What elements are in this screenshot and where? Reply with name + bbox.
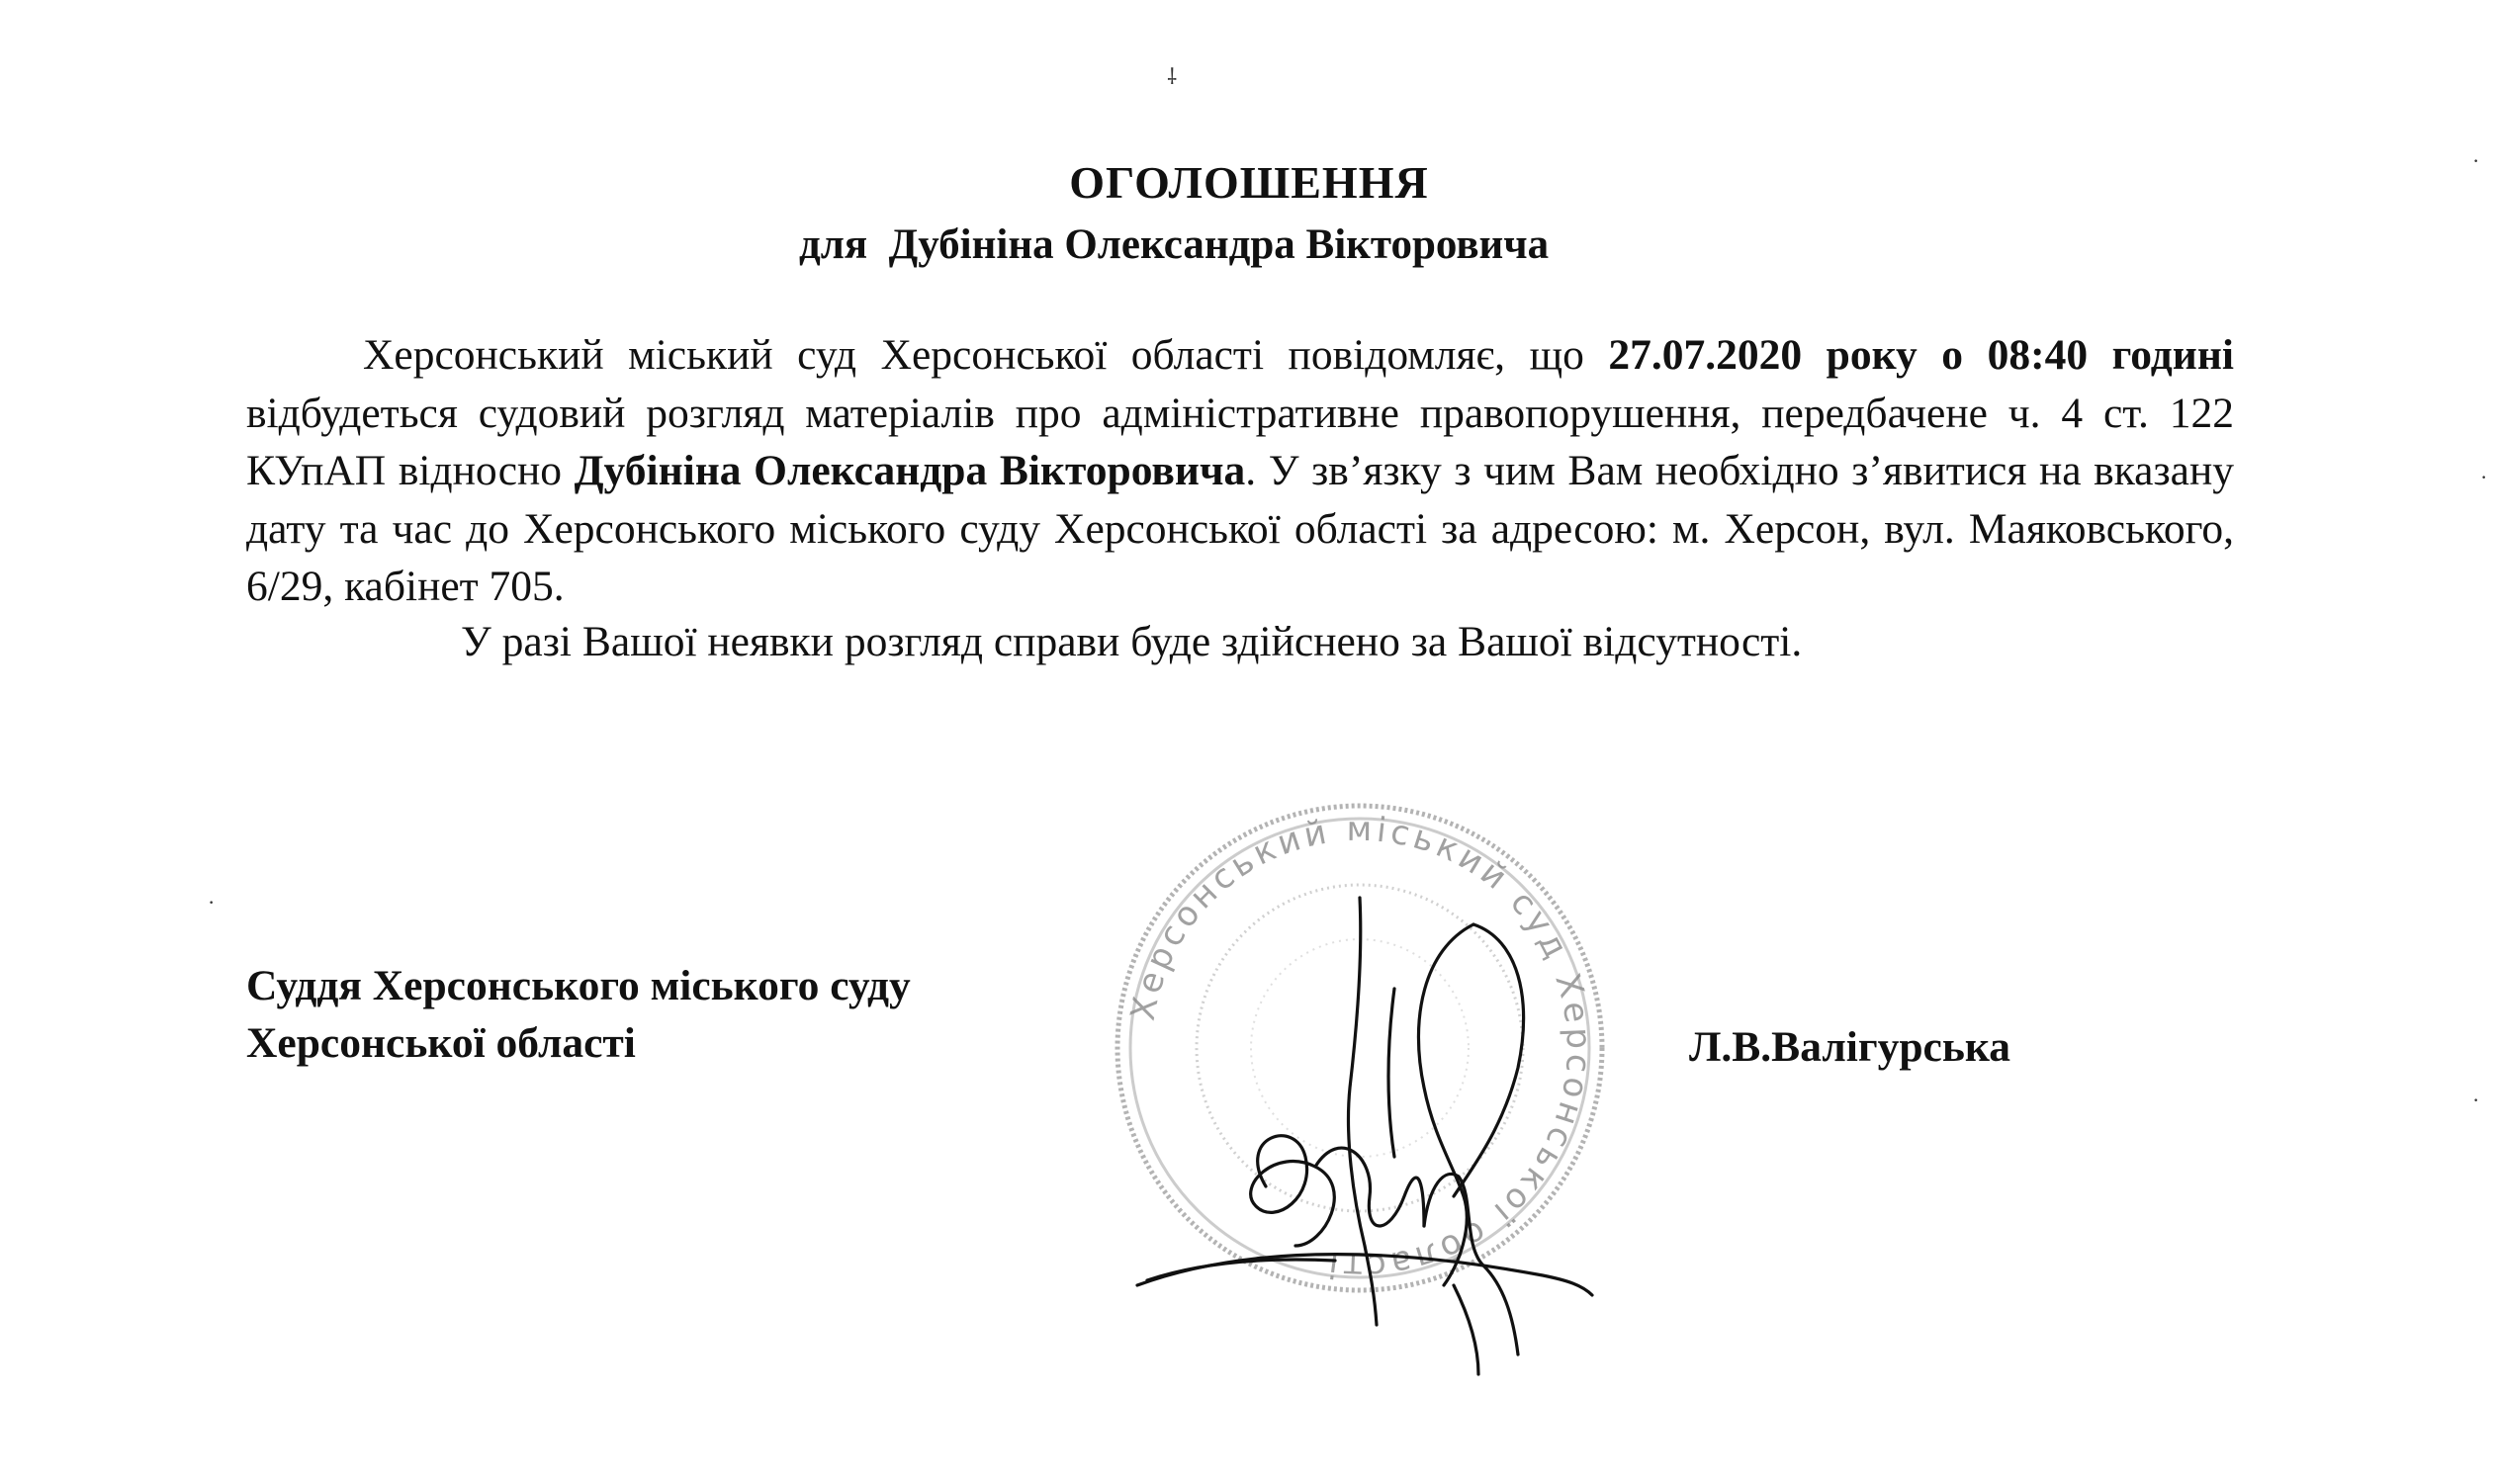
person-name: Дубініна Олександра Вікторовича [574, 447, 1246, 494]
scan-mark: · [2480, 465, 2488, 489]
scan-mark: ⸸ [1167, 64, 1178, 89]
stamp-text: Херсонський міський суд Херсонської області [1122, 809, 1599, 1287]
subtitle-name: Дубініна Олександра Вікторовича [888, 221, 1550, 268]
judge-signature [1127, 870, 1642, 1384]
subtitle-prefix: для [799, 221, 868, 268]
notice-text-3: . У зв’язку з чим Вам необхідно з’явитися на вказану дату та час до Херсонського міського суду Херсонської області за адресою: м. Херсон, вул. Маяковського, 6/29, кабінет 705. [246, 447, 2234, 610]
notice-text-1: Херсонський міський суд Херсонської області повідомляє, що [363, 331, 1609, 379]
notice-text-2: відбудеться судовий розгляд матеріалів про адміністративне правопорушення, передбачене ч. 4 ст. 122 КУпАП відносно [246, 389, 2234, 494]
judge-position [246, 957, 911, 1072]
document-subtitle [799, 220, 1549, 269]
scan-mark: · [2472, 1088, 2480, 1112]
judge-position-line2: Херсонської області [246, 1019, 636, 1067]
judge-name: Л.В.Валігурська [1689, 1023, 2010, 1071]
judge-position-line1: Суддя Херсонського міського суду [246, 962, 911, 1009]
absence-warning: У разі Вашої неявки розгляд справи буде здійснено за Вашої відсутності. [461, 618, 1803, 665]
document-title: ОГОЛОШЕННЯ [1069, 157, 1429, 208]
notice-paragraph [246, 326, 2234, 616]
scan-mark: · [208, 890, 216, 915]
hearing-date-time: 27.07.2020 року о 08:40 годині [1608, 331, 2234, 379]
scan-mark: · [2472, 148, 2480, 173]
